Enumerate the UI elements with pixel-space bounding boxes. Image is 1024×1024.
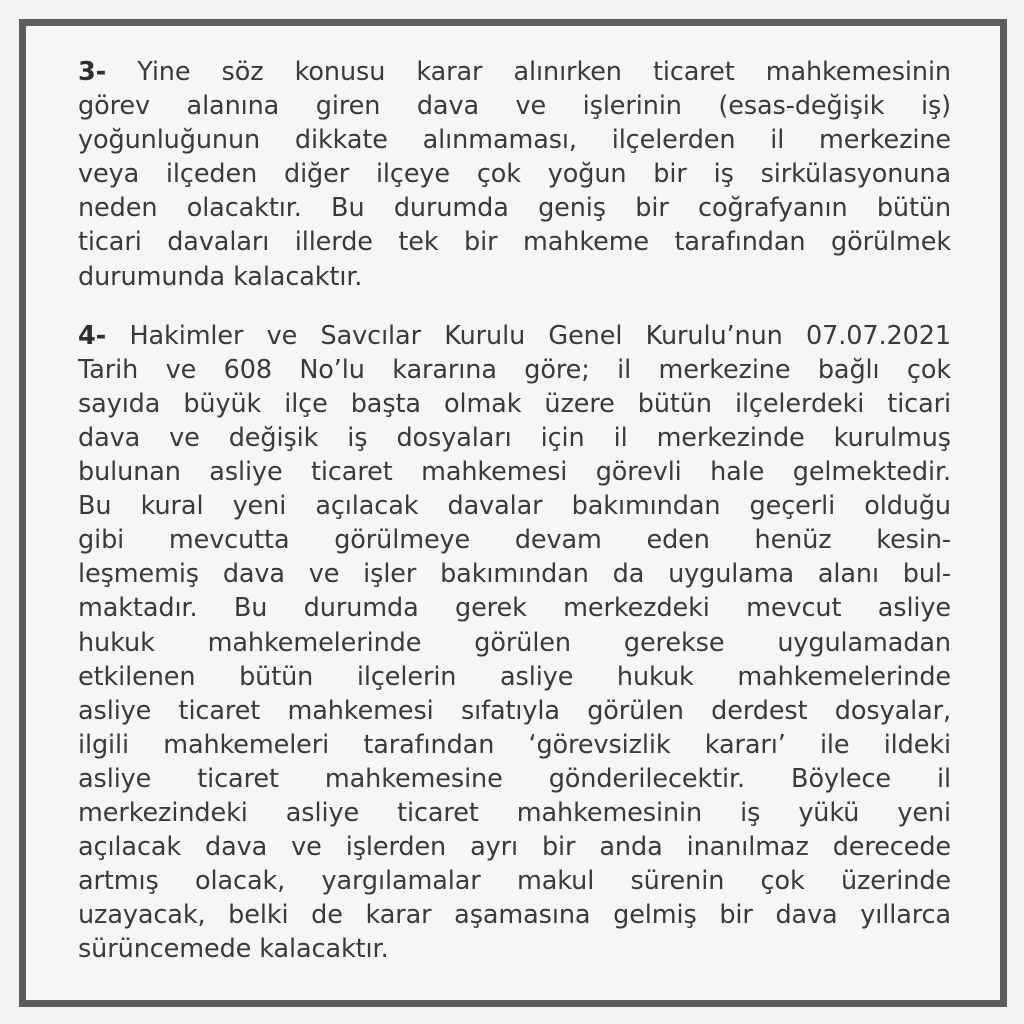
text-line: Tarih ve 608 No’lu kararına göre; il merkezine bağlı çok <box>78 354 951 385</box>
document-frame <box>19 19 1007 1007</box>
text-line: bulunan asliye ticaret mahkemesi görevli hale gelmektedir. <box>78 457 951 488</box>
text-line: gibi mevcutta görülmeye devam eden henüz kesin- <box>78 525 951 556</box>
text-line: dava ve değişik iş dosyaları için il merkezinde kurulmuş <box>78 422 951 453</box>
text-line: etkilenen bütün ilçelerin asliye hukuk mahkemelerinde <box>78 661 951 692</box>
text-line: sürüncemede kalacaktır. <box>78 934 389 965</box>
paragraph-number: 3- <box>78 57 107 87</box>
paragraph-gap <box>78 294 951 319</box>
paragraph-3 <box>78 55 951 294</box>
text-line: açılacak dava ve işlerden ayrı bir anda inanılmaz derecede <box>78 832 951 863</box>
text-line: durumunda kalacaktır. <box>78 261 363 292</box>
text-line: neden olacaktır. Bu durumda geniş bir coğrafyanın bütün <box>78 193 951 224</box>
document-body <box>78 55 951 966</box>
paragraph-number: 4- <box>78 320 107 351</box>
text-line: hukuk mahkemelerinde görülen gerekse uygulamadan <box>78 627 951 658</box>
text-line: merkezindeki asliye ticaret mahkemesinin iş yükü yeni <box>78 797 951 828</box>
text-line: asliye ticaret mahkemesi sıfatıyla görülen derdest dosyalar, <box>78 695 951 726</box>
text-line: leşmemiş dava ve işler bakımından da uygulama alanı bul- <box>78 559 951 590</box>
text-line: veya ilçeden diğer ilçeye çok yoğun bir iş sirkülasyonuna <box>78 159 951 190</box>
text-line: asliye ticaret mahkemesine gönderilecektir. Böylece il <box>78 763 951 794</box>
text-line: ilgili mahkemeleri tarafından ‘görevsizlik kararı’ ile ildeki <box>78 729 951 760</box>
text-line: maktadır. Bu durumda gerek merkezdeki mevcut asliye <box>78 593 951 624</box>
paragraph-4 <box>78 319 951 967</box>
text-line: ticari davaları illerde tek bir mahkeme tarafından görülmek <box>78 227 951 258</box>
text-line: 4- Hakimler ve Savcılar Kurulu Genel Kurulu’nun 07.07.2021 <box>78 320 951 351</box>
text-line: 3- Yine söz konusu karar alınırken ticaret mahkemesinin <box>78 57 951 87</box>
text-line: sayıda büyük ilçe başta olmak üzere bütün ilçelerdeki ticari <box>78 388 951 419</box>
text-line: yoğunluğunun dikkate alınmaması, ilçelerden il merkezine <box>78 125 951 156</box>
text-line: uzayacak, belki de karar aşamasına gelmiş bir dava yıllarca <box>78 900 951 931</box>
text-line: artmış olacak, yargılamalar makul sürenin çok üzerinde <box>78 866 951 897</box>
text-line: Bu kural yeni açılacak davalar bakımından geçerli olduğu <box>78 491 951 522</box>
text-line: görev alanına giren dava ve işlerinin (esas-değişik iş) <box>78 91 951 122</box>
